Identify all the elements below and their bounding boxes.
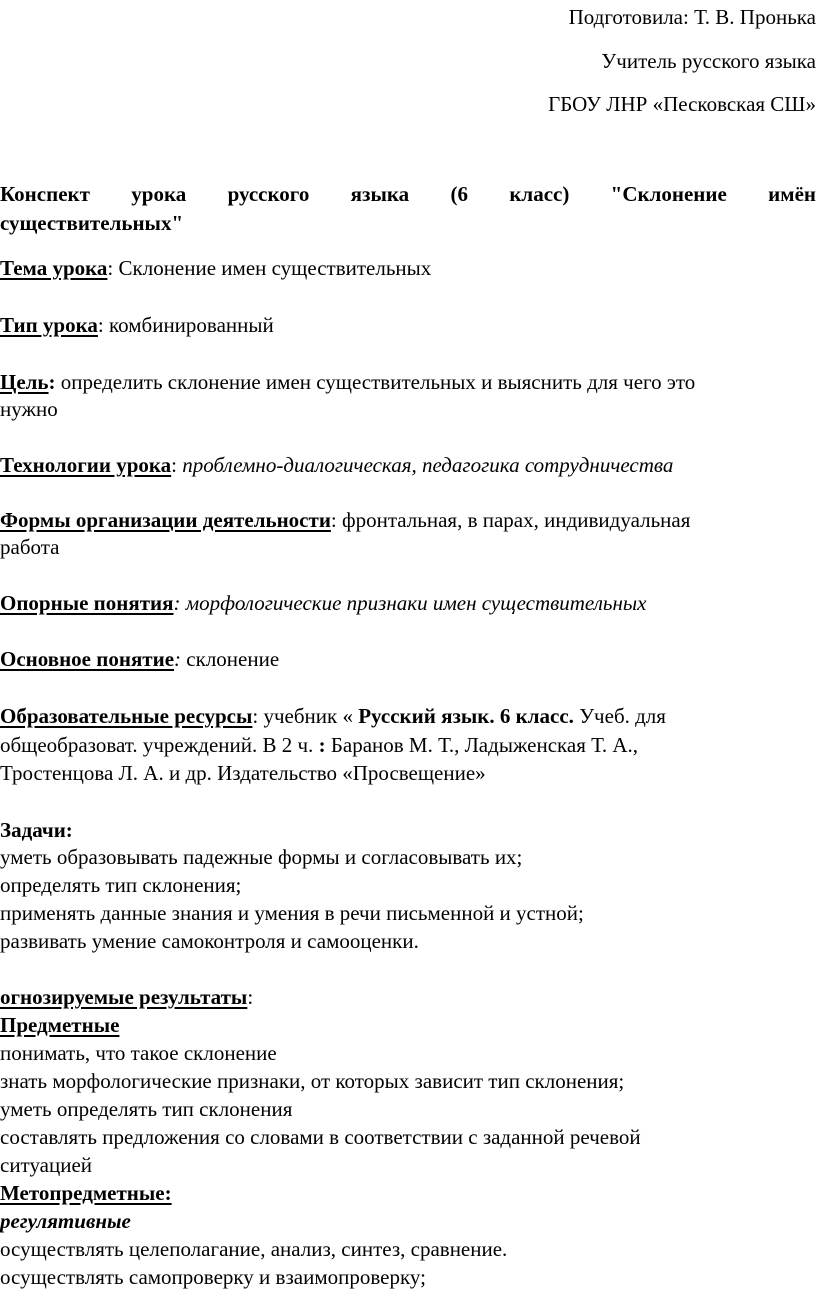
document-title-line-1: Конспект урока русского языка (6 класс) "Склонение имён xyxy=(0,182,816,206)
document-title-line-2: существительных" xyxy=(0,211,184,235)
meta-results-heading-row xyxy=(0,1178,816,1208)
regulative-item: осуществлять самопроверку и взаимопроверку; xyxy=(0,1265,426,1289)
meta-results-heading: Метопредметные: xyxy=(0,1181,172,1205)
main-concept-label: Основное понятие xyxy=(0,647,175,671)
subject-result-item: знать морфологические признаки, от которых зависит тип склонения; xyxy=(0,1069,625,1093)
forms-row xyxy=(0,505,816,535)
resources-pre: учебник « xyxy=(258,704,359,728)
subject-results-heading: Предметные xyxy=(0,1013,120,1037)
task-item: применять данные знания и умения в речи письменной и устной; xyxy=(0,901,584,925)
technologies-row xyxy=(0,450,816,480)
results-label: огнозируемые результаты xyxy=(0,985,248,1009)
goal-value-line-2: нужно xyxy=(0,397,58,421)
subject-results-heading-row xyxy=(0,1010,816,1040)
main-concept-separator: : xyxy=(174,647,182,671)
subject-result-item: понимать, что такое склонение xyxy=(0,1041,277,1065)
goal-separator: : xyxy=(48,370,56,394)
resources-post: Учеб. для xyxy=(573,704,666,728)
forms-value-line-1: фронтальная, в парах, индивидуальная xyxy=(336,508,691,532)
lesson-type-separator: : xyxy=(97,313,104,337)
topic-label: Тема урока xyxy=(0,256,108,280)
technologies-separator: : xyxy=(171,453,178,477)
resources-line-3: Тростенцова Л. А. и др. Издательство «Просвещение» xyxy=(0,761,486,785)
lesson-type-label: Тип урока xyxy=(0,313,98,337)
resources-line-2-b: Баранов М. Т., Ладыженская Т. А., xyxy=(325,733,639,757)
main-concept-value: склонение xyxy=(181,647,280,671)
topic-value: Склонение имен существительных xyxy=(113,256,432,280)
lesson-type-row xyxy=(0,310,816,340)
forms-separator: : xyxy=(330,508,337,532)
position-line: Учитель русского языка xyxy=(601,49,816,73)
task-item: уметь образовывать падежные формы и согласовывать их; xyxy=(0,845,523,869)
lesson-type-value: комбинированный xyxy=(103,313,274,337)
subject-result-item: составлять предложения со словами в соответствии с заданной речевой xyxy=(0,1125,641,1149)
results-row xyxy=(0,982,816,1012)
basic-concepts-row xyxy=(0,588,816,618)
author-line: Подготовила: Т. В. Пронька xyxy=(568,5,816,29)
regulative-item: осуществлять целеполагание, анализ, синтез, сравнение. xyxy=(0,1237,508,1261)
resources-row xyxy=(0,701,816,731)
forms-value-line-2: работа xyxy=(0,535,60,559)
basic-concepts-separator: : xyxy=(173,591,181,615)
school-line: ГБОУ ЛНР «Песковская СШ» xyxy=(548,92,816,116)
task-item: определять тип склонения; xyxy=(0,873,242,897)
task-item: развивать умение самоконтроля и самооценки. xyxy=(0,929,419,953)
main-concept-row xyxy=(0,644,816,674)
results-separator: : xyxy=(247,985,254,1009)
resources-book-title: Русский язык. 6 класс. xyxy=(358,704,574,728)
basic-concepts-value: морфологические признаки имен существительных xyxy=(180,591,647,615)
subject-result-item: уметь определять тип склонения xyxy=(0,1097,293,1121)
regulative-heading: регулятивные xyxy=(0,1209,131,1233)
goal-label: Цель xyxy=(0,370,49,394)
resources-label: Образовательные ресурсы xyxy=(0,704,253,728)
resources-line-2-a: общеобразоват. учреждений. В 2 ч. xyxy=(0,733,319,757)
forms-label: Формы организации деятельности xyxy=(0,508,331,532)
goal-value-line-1: определить склонение имен существительных и выяснить для чего это xyxy=(55,370,696,394)
tasks-heading: Задачи: xyxy=(0,818,73,842)
resources-line-2 xyxy=(0,730,816,760)
resources-line-2-colon: : xyxy=(318,733,326,757)
goal-row xyxy=(0,367,816,397)
basic-concepts-label: Опорные понятия xyxy=(0,591,174,615)
topic-separator: : xyxy=(107,256,114,280)
resources-separator: : xyxy=(252,704,259,728)
subject-result-item: ситуацией xyxy=(0,1153,93,1177)
technologies-label: Технологии урока xyxy=(0,453,172,477)
technologies-value: проблемно-диалогическая, педагогика сотрудничества xyxy=(177,453,674,477)
topic-row xyxy=(0,253,816,283)
